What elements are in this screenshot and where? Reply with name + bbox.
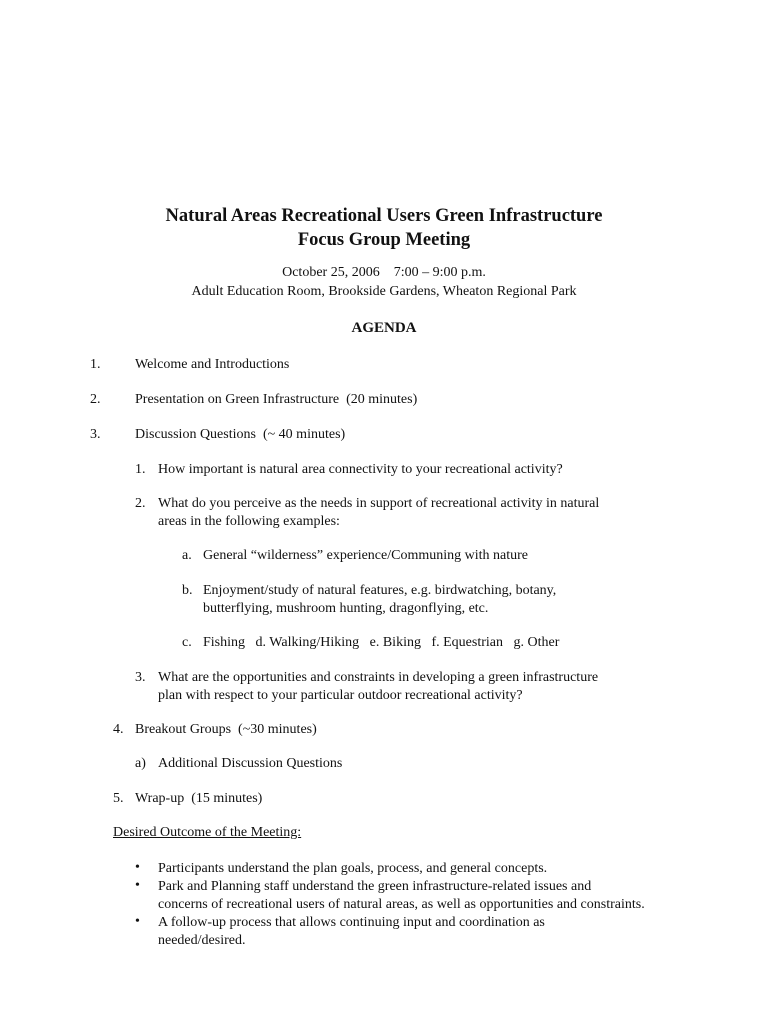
bullet-icon: • <box>135 914 140 929</box>
title-line-2: Focus Group Meeting <box>297 230 471 250</box>
example-b-line-1: Enjoyment/study of natural features, e.g. birdwatching, botany, <box>203 583 557 598</box>
bullet-icon: • <box>135 860 140 875</box>
example-b-letter: b. <box>182 583 193 598</box>
question-2-line-1: What do you perceive as the needs in support of recreational activity in natural <box>158 496 600 511</box>
example-b-line-2: butterflying, mushroom hunting, dragonflying, etc. <box>203 601 489 616</box>
example-c-letter: c. <box>182 635 192 650</box>
item-4a-text: Additional Discussion Questions <box>158 756 343 771</box>
meeting-date-time: October 25, 2006 7:00 – 9:00 p.m. <box>282 265 486 280</box>
item-5-text: Wrap-up (15 minutes) <box>135 791 263 806</box>
item-3-text: Discussion Questions (~ 40 minutes) <box>135 427 346 442</box>
item-1-number: 1. <box>90 357 101 372</box>
question-3-number: 3. <box>135 670 146 685</box>
item-2-number: 2. <box>90 392 101 407</box>
outcome-3-line-2: needed/desired. <box>158 933 246 948</box>
outcome-3-line-1: A follow-up process that allows continuing input and coordination as <box>158 915 545 930</box>
question-1-number: 1. <box>135 462 146 477</box>
question-2-line-2: areas in the following examples: <box>158 514 340 529</box>
title-line-1: Natural Areas Recreational Users Green Infrastructure <box>165 206 603 226</box>
item-4-number: 4. <box>113 722 124 737</box>
outcome-1-line-1: Participants understand the plan goals, process, and general concepts. <box>158 861 548 876</box>
question-3-line-2: plan with respect to your particular outdoor recreational activity? <box>158 688 523 703</box>
question-1-line-1: How important is natural area connectivity to your recreational activity? <box>158 462 563 477</box>
example-c-text: Fishing d. Walking/Hiking e. Biking f. Equestrian g. Other <box>203 635 560 650</box>
outcome-heading: Desired Outcome of the Meeting: <box>113 825 302 840</box>
meeting-location: Adult Education Room, Brookside Gardens, Wheaton Regional Park <box>191 284 577 299</box>
bullet-icon: • <box>135 878 140 893</box>
question-3-line-1: What are the opportunities and constraints in developing a green infrastructure <box>158 670 599 685</box>
agenda-heading: AGENDA <box>351 320 417 336</box>
outcome-2-line-2: concerns of recreational users of natural areas, as well as opportunities and constraints. <box>158 897 645 912</box>
outcome-2-line-1: Park and Planning staff understand the green infrastructure-related issues and <box>158 879 592 894</box>
example-a-letter: a. <box>182 548 192 563</box>
item-4a-letter: a) <box>135 756 146 771</box>
item-1-text: Welcome and Introductions <box>135 357 290 372</box>
item-5-number: 5. <box>113 791 124 806</box>
item-2-text: Presentation on Green Infrastructure (20 minutes) <box>135 392 418 407</box>
question-2-number: 2. <box>135 496 146 511</box>
item-3-number: 3. <box>90 427 101 442</box>
example-a-text: General “wilderness” experience/Communing with nature <box>203 548 528 563</box>
item-4-text: Breakout Groups (~30 minutes) <box>135 722 317 737</box>
